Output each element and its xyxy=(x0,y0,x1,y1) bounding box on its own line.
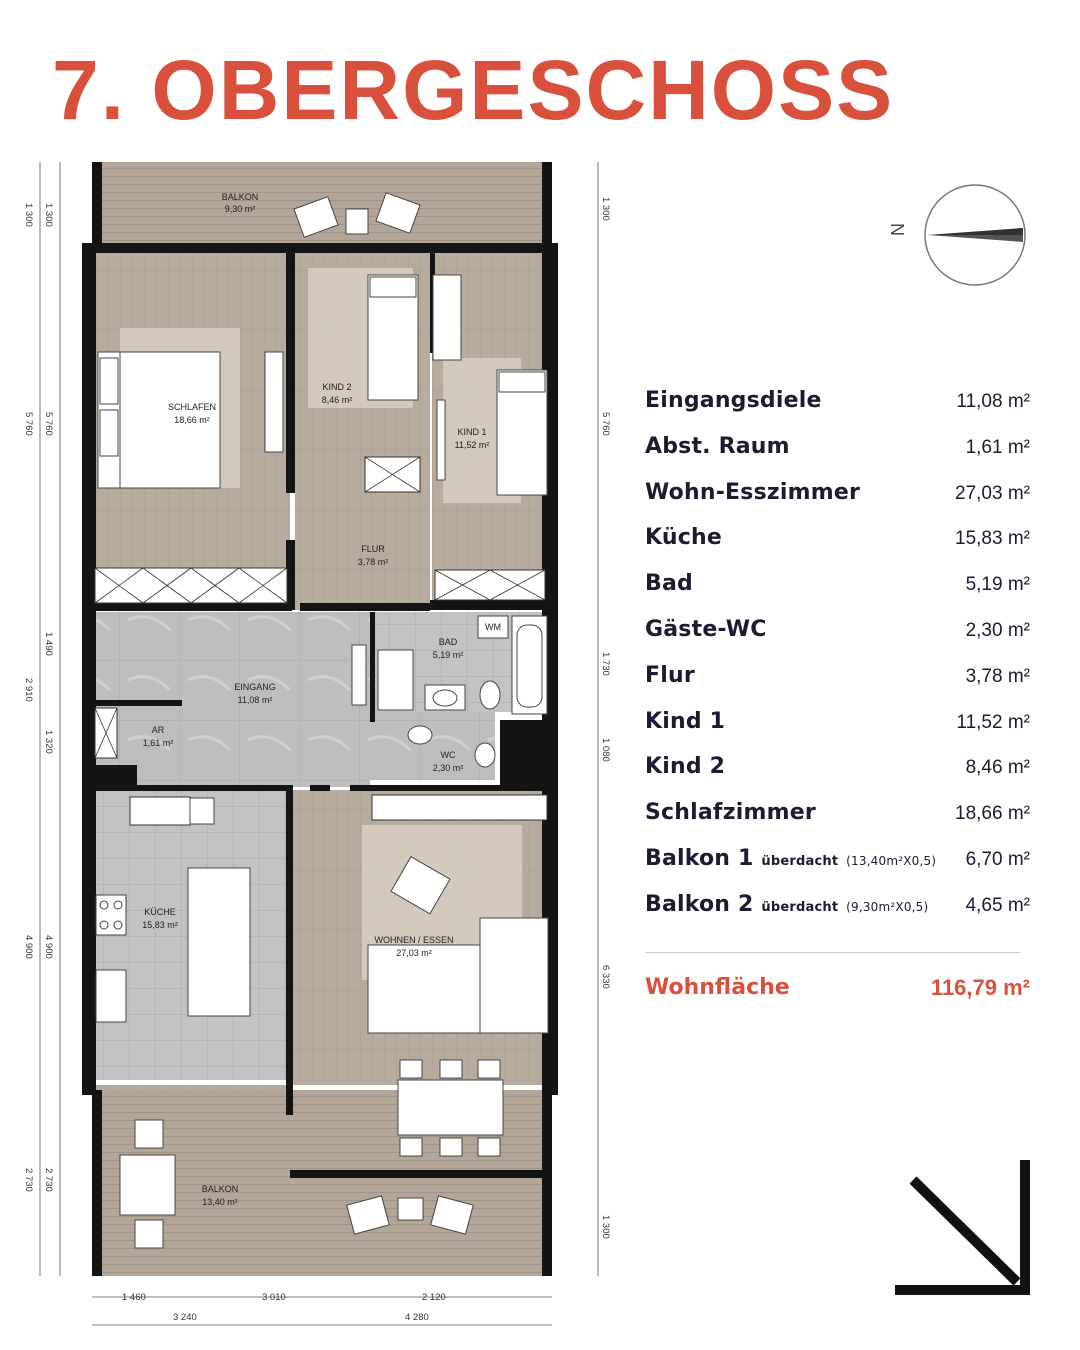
legend-room-name xyxy=(645,434,790,459)
legend-room-name xyxy=(645,617,767,642)
legend-room-label: Balkon 1 xyxy=(645,845,754,871)
legend-room-note: (9,30m²X0,5) xyxy=(846,899,929,914)
floor-plan xyxy=(0,150,640,1350)
area-bad: 5,19 m² xyxy=(432,650,464,660)
legend-room-area: 1,61 m² xyxy=(965,436,1030,458)
legend-room-label: Wohn-Esszimmer xyxy=(645,479,861,505)
legend-row xyxy=(645,617,1030,663)
legend-room-area: 11,52 m² xyxy=(956,711,1030,733)
dim-right-0: 1 300 xyxy=(600,197,611,221)
legend-row xyxy=(645,434,1030,480)
legend-room-area: 4,65 m² xyxy=(965,894,1030,916)
legend-room-label: Balkon 2 xyxy=(645,891,754,917)
legend-room-name xyxy=(645,846,936,871)
legend-row xyxy=(645,480,1030,526)
area-eingang: 11,08 m² xyxy=(237,695,273,705)
area-schlafen: 18,66 m² xyxy=(174,415,210,425)
area-wc: 2,30 m² xyxy=(432,763,464,773)
legend-room-label: Kind 1 xyxy=(645,708,726,734)
legend-room-name xyxy=(645,388,822,413)
label-wc: WC xyxy=(440,750,456,760)
legend-room-note: (13,40m²X0,5) xyxy=(846,853,937,868)
legend-room-area: 6,70 m² xyxy=(965,848,1030,870)
legend-room-sub: überdacht xyxy=(761,853,839,869)
legend-room-label: Küche xyxy=(645,525,722,551)
area-balkon-top: 9,30 m² xyxy=(224,204,256,214)
legend-room-label: Schlafzimmer xyxy=(645,800,816,826)
area-wohnen: 27,03 m² xyxy=(396,948,432,958)
legend-row xyxy=(645,388,1030,434)
legend-room-name xyxy=(645,800,816,825)
label-balkon-top: BALKON xyxy=(221,192,259,202)
legend-room-area: 5,19 m² xyxy=(965,574,1030,596)
legend-divider xyxy=(645,952,1020,953)
label-schlafen: SCHLAFEN xyxy=(167,402,217,412)
north-label: N xyxy=(888,223,908,236)
legend-room-label: Eingangsdiele xyxy=(645,388,822,413)
dim-left-inner-0: 1 300 xyxy=(43,203,54,227)
label-eingang: EINGANG xyxy=(234,682,276,692)
legend-row xyxy=(645,754,1030,800)
dim-left-outer-4: 2 730 xyxy=(23,1168,34,1192)
dim-right-2: 1 730 xyxy=(600,652,611,676)
dim-left-inner-2: 1 490 xyxy=(43,632,54,656)
legend-room-name xyxy=(645,525,722,550)
legend-room-area: 8,46 m² xyxy=(965,757,1030,779)
dim-left-inner-1: 5 760 xyxy=(43,412,54,436)
dim-bottom1-1: 3 010 xyxy=(262,1292,286,1303)
legend-room-area: 18,66 m² xyxy=(955,803,1030,825)
dim-left-outer-1: 5 760 xyxy=(23,412,34,436)
legend-room-sub: überdacht xyxy=(761,899,839,915)
legend-room-name xyxy=(645,663,695,688)
area-kind1: 11,52 m² xyxy=(454,440,490,450)
label-balkon-bottom: BALKON xyxy=(201,1184,239,1194)
area-balkon-bottom: 13,40 m² xyxy=(202,1197,238,1207)
area-ar: 1,61 m² xyxy=(142,738,174,748)
legend-room-name xyxy=(645,754,725,779)
dim-left-outer-2: 2 910 xyxy=(23,678,34,702)
dim-left-inner-3: 1 320 xyxy=(43,730,54,754)
dim-bottom1-2: 2 120 xyxy=(422,1292,446,1303)
legend-room-name xyxy=(645,892,928,917)
area-legend xyxy=(645,388,1030,1001)
dim-left-inner-5: 2 730 xyxy=(43,1168,54,1192)
label-wm: WM xyxy=(485,622,501,632)
legend-room-name xyxy=(645,480,860,505)
legend-row xyxy=(645,525,1030,571)
legend-room-label: Bad xyxy=(645,571,693,597)
area-flur: 3,78 m² xyxy=(357,557,389,567)
legend-total xyxy=(645,975,1030,1001)
label-kueche: KÜCHE xyxy=(144,907,176,917)
legend-room-name xyxy=(645,571,693,596)
label-wohnen: WOHNEN / ESSEN xyxy=(374,935,454,945)
label-bad: BAD xyxy=(438,637,458,647)
compass-icon xyxy=(880,180,1030,290)
dim-bottom2-0: 3 240 xyxy=(173,1312,197,1323)
area-kind2: 8,46 m² xyxy=(321,395,353,405)
legend-room-area: 2,30 m² xyxy=(965,619,1030,641)
dim-right-5: 1 300 xyxy=(600,1215,611,1239)
label-flur: FLUR xyxy=(361,544,385,554)
dim-right-4: 6 330 xyxy=(600,965,611,989)
dim-left-outer-3: 4 900 xyxy=(23,935,34,959)
legend-room-name xyxy=(645,709,725,734)
legend-row xyxy=(645,892,1030,938)
total-value: 116,79 m² xyxy=(930,974,1030,1000)
legend-room-area: 3,78 m² xyxy=(965,665,1030,687)
legend-row xyxy=(645,800,1030,846)
dim-left-inner-4: 4 900 xyxy=(43,935,54,959)
arrow-down-right-icon xyxy=(895,1160,1035,1300)
label-kind1: KIND 1 xyxy=(457,427,487,437)
page-title: 7. OBERGESCHOSS xyxy=(52,43,895,137)
area-kueche: 15,83 m² xyxy=(142,920,178,930)
legend-row xyxy=(645,571,1030,617)
dim-left-outer-0: 1 300 xyxy=(23,203,34,227)
dim-right-3: 1 080 xyxy=(600,738,611,762)
legend-row xyxy=(645,709,1030,755)
legend-row xyxy=(645,846,1030,892)
legend-room-area: 15,83 m² xyxy=(955,528,1030,550)
dim-bottom1-0: 1 460 xyxy=(122,1292,146,1303)
legend-room-area: 27,03 m² xyxy=(955,482,1030,504)
legend-room-area: 11,08 m² xyxy=(956,391,1030,412)
legend-room-label: Flur xyxy=(645,662,695,688)
legend-row xyxy=(645,663,1030,709)
label-ar: AR xyxy=(151,725,165,735)
dim-bottom2-1: 4 280 xyxy=(405,1312,429,1323)
legend-room-label: Kind 2 xyxy=(645,754,726,780)
label-kind2: KIND 2 xyxy=(322,382,352,392)
dim-right-1: 5 760 xyxy=(600,412,611,436)
legend-room-label: Gäste-WC xyxy=(645,616,767,642)
total-label: Wohnfläche xyxy=(645,974,790,1000)
legend-room-label: Abst. Raum xyxy=(645,433,790,459)
